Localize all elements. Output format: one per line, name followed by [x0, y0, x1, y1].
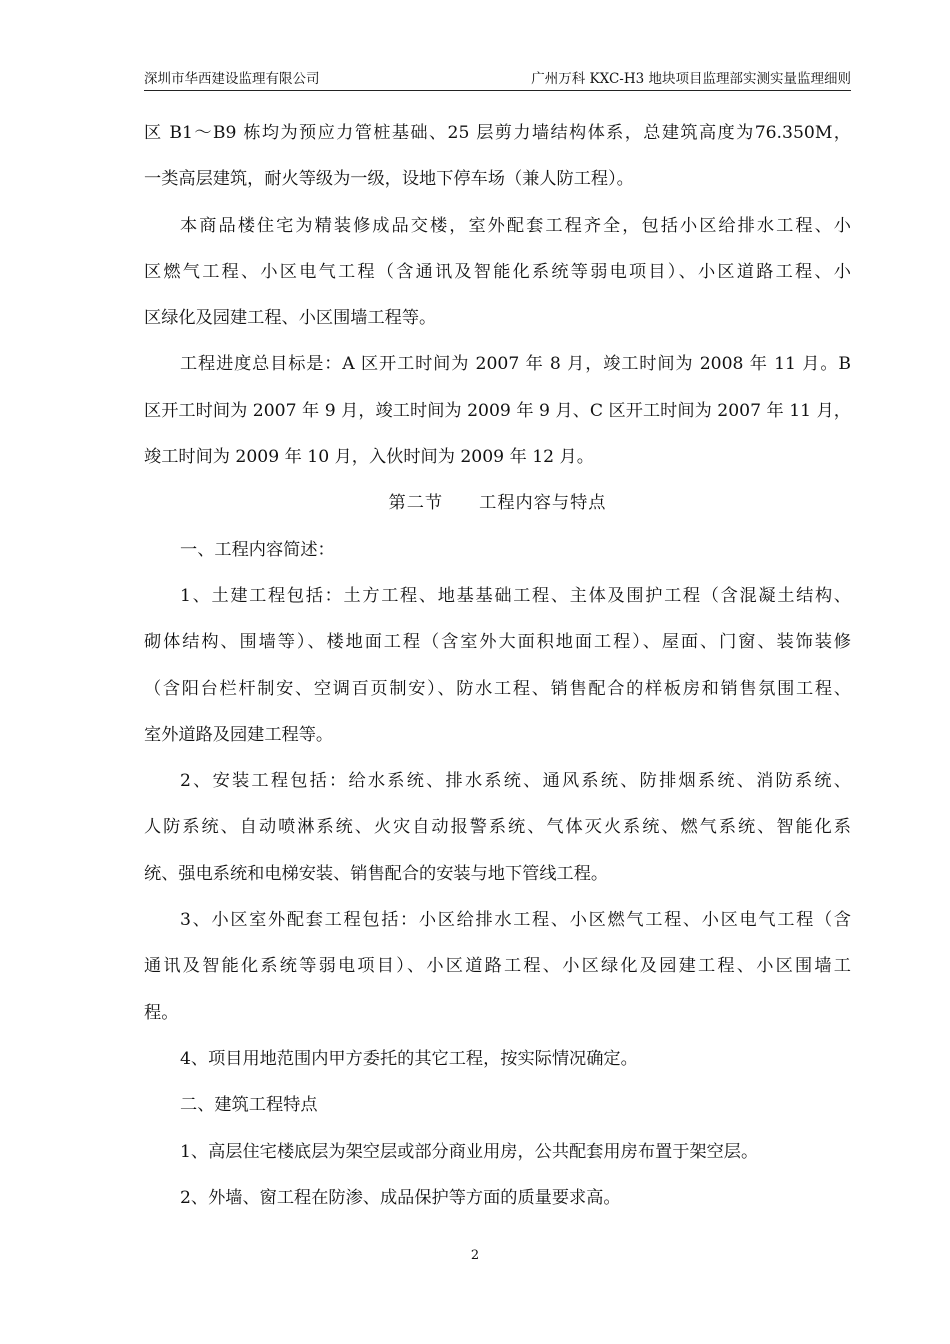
paragraph-line: 1、高层住宅楼底层为架空层或部分商业用房，公共配套用房布置于架空层。	[180, 1141, 759, 1162]
header-document-title: 广州万科 KXC-H3 地块项目监理部实测实量监理细则	[531, 71, 851, 87]
paragraph-line: 1、土建工程包括：土方工程、地基基础工程、主体及围护工程（含混凝土结构、	[180, 585, 851, 606]
paragraph-line: 2、安装工程包括：给水系统、排水系统、通风系统、防排烟系统、消防系统、	[180, 771, 851, 792]
paragraph-line: 3、小区室外配套工程包括：小区给排水工程、小区燃气工程、小区电气工程（含	[180, 910, 851, 931]
paragraph-line: 一类高层建筑，耐火等级为一级，设地下停车场（兼人防工程）。	[144, 169, 634, 190]
subheading-line: 二、建筑工程特点	[180, 1095, 318, 1116]
section-heading	[144, 480, 851, 526]
document-body	[144, 110, 851, 1221]
paragraph-line: 2、外墙、窗工程在防渗、成品保护等方面的质量要求高。	[180, 1187, 621, 1208]
paragraph-line: 本商品楼住宅为精装修成品交楼，室外配套工程齐全，包括小区给排水工程、小	[180, 215, 851, 236]
section-number: 第二节	[388, 493, 444, 514]
page-header	[144, 70, 851, 91]
paragraph-line: 竣工时间为 2009 年 10 月，入伙时间为 2009 年 12 月。	[144, 447, 594, 468]
paragraph-line: 工程进度总目标是：A 区开工时间为 2007 年 8 月，竣工时间为 2008 年 11 月。B	[180, 354, 851, 375]
paragraph-line: 区开工时间为 2007 年 9 月，竣工时间为 2009 年 9 月、C 区开工时间为 2007 年 11 月，	[144, 400, 851, 421]
paragraph-line: 区绿化及园建工程、小区围墙工程等。	[144, 308, 437, 329]
paragraph-line: 砌体结构、围墙等）、楼地面工程（含室外大面积地面工程）、屋面、门窗、装饰装修	[144, 632, 851, 653]
paragraph-line: 室外道路及园建工程等。	[144, 724, 334, 745]
paragraph-line: 程。	[144, 1002, 179, 1023]
paragraph-line: 区燃气工程、小区电气工程（含通讯及智能化系统等弱电项目）、小区道路工程、小	[144, 261, 851, 282]
paragraph-line: 通讯及智能化系统等弱电项目）、小区道路工程、小区绿化及园建工程、小区围墙工	[144, 956, 851, 977]
paragraph-line: 区 B1～B9 栋均为预应力管桩基础、25 层剪力墙结构体系，总建筑高度为76.350M，	[144, 123, 851, 143]
paragraph-line: （含阳台栏杆制安、空调百页制安）、防水工程、销售配合的样板房和销售氛围工程、	[144, 678, 851, 699]
paragraph-line: 人防系统、自动喷淋系统、火灾自动报警系统、气体灭火系统、燃气系统、智能化系	[144, 817, 851, 838]
paragraph-line: 统、强电系统和电梯安装、销售配合的安装与地下管线工程。	[144, 863, 609, 884]
section-title: 工程内容与特点	[479, 493, 607, 514]
header-company-name: 深圳市华西建设监理有限公司	[144, 71, 320, 87]
page-number: 2	[470, 1248, 480, 1263]
paragraph-line: 4、项目用地范围内甲方委托的其它工程，按实际情况确定。	[180, 1048, 638, 1069]
subheading-line: 一、工程内容简述：	[180, 539, 335, 560]
